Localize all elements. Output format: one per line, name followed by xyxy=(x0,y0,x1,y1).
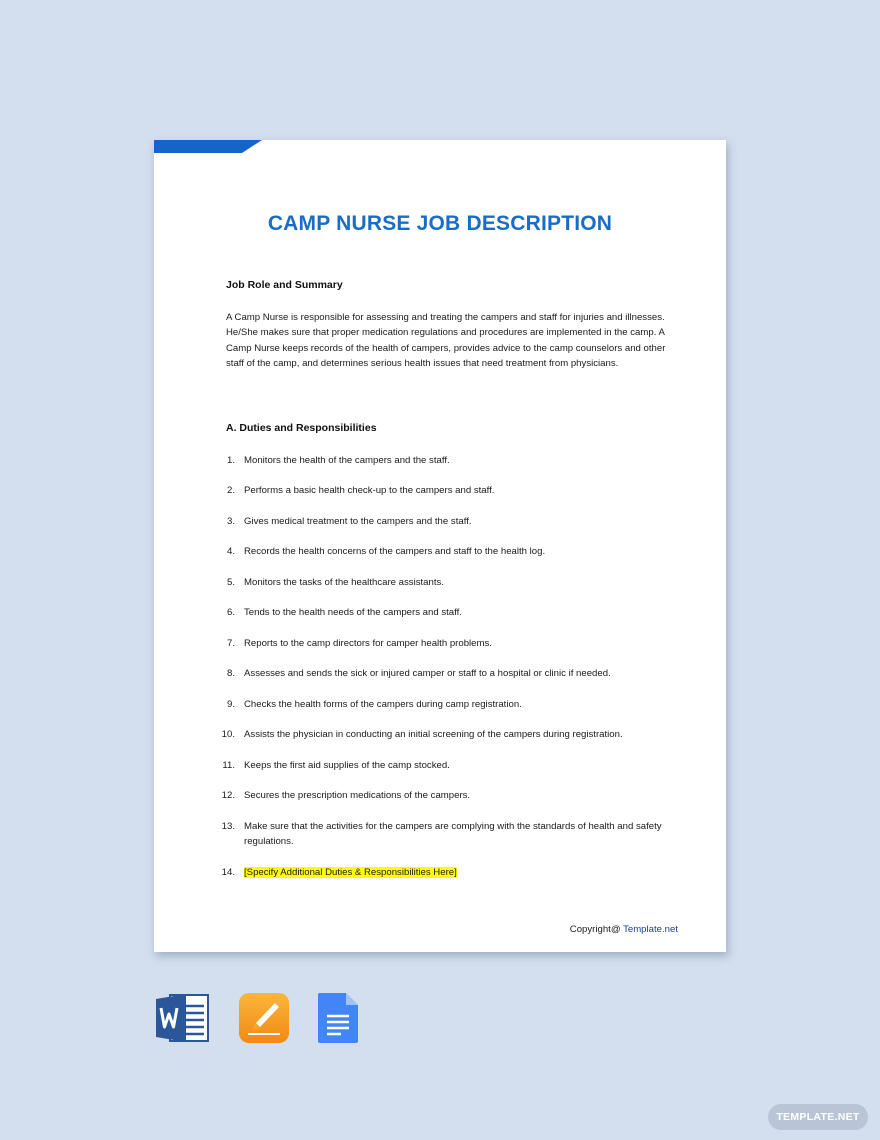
item-number: 4. xyxy=(226,546,235,557)
document-page xyxy=(154,140,726,952)
list-item xyxy=(218,605,668,620)
item-text: Gives medical treatment to the campers and the staff. xyxy=(244,516,472,527)
item-text: Records the health concerns of the campers and staff to the health log. xyxy=(244,546,546,557)
item-number: 9. xyxy=(226,699,235,710)
duties-heading: A. Duties and Responsibilities xyxy=(226,422,377,434)
item-number: 14. xyxy=(221,867,235,878)
item-number: 2. xyxy=(226,485,235,496)
item-number: 13. xyxy=(221,821,235,832)
list-item xyxy=(218,453,668,468)
list-item xyxy=(218,514,668,529)
list-item xyxy=(218,636,668,651)
copyright-notice xyxy=(570,924,678,935)
item-text: Assesses and sends the sick or injured camper or staff to a hospital or clinic if needed. xyxy=(244,668,611,679)
duties-list xyxy=(154,140,726,952)
template-net-watermark[interactable]: TEMPLATE.NET xyxy=(768,1104,868,1130)
pages-icon[interactable] xyxy=(238,992,290,1044)
item-number: 3. xyxy=(226,516,235,527)
document-title: CAMP NURSE JOB DESCRIPTION xyxy=(267,212,613,235)
item-text: Performs a basic health check-up to the campers and staff. xyxy=(244,485,495,496)
item-number: 8. xyxy=(226,668,235,679)
item-text: Keeps the first aid supplies of the camp stocked. xyxy=(244,760,450,771)
word-icon[interactable] xyxy=(154,992,212,1044)
copyright-prefix: Copyright@ xyxy=(569,924,624,935)
item-text: Tends to the health needs of the campers and staff. xyxy=(244,607,462,618)
list-item xyxy=(218,575,668,590)
list-item xyxy=(218,758,668,773)
item-number: 11. xyxy=(222,760,235,771)
item-text: Monitors the health of the campers and the staff. xyxy=(244,455,450,466)
item-text: Make sure that the activities for the campers are complying with the standards of health and safety regulations. xyxy=(244,821,662,848)
template-net-link[interactable]: Template.net xyxy=(623,924,678,935)
list-item xyxy=(218,483,668,498)
item-number: 10. xyxy=(221,729,235,740)
item-text: Checks the health forms of the campers during camp registration. xyxy=(244,699,522,710)
list-item xyxy=(218,819,668,850)
item-number: 12. xyxy=(221,790,235,801)
list-item xyxy=(218,727,668,742)
google-docs-icon[interactable] xyxy=(316,992,360,1044)
placeholder-highlight: [Specify Additional Duties & Responsibilities Here] xyxy=(244,867,457,878)
item-text: Monitors the tasks of the healthcare assistants. xyxy=(244,577,444,588)
item-text: Assists the physician in conducting an initial screening of the campers during registration. xyxy=(244,729,623,740)
summary-paragraph: A Camp Nurse is responsible for assessing and treating the campers and staff for injuries and illnesses. He/She makes sure that proper medication regulations and procedures are implemented in the camp. A Camp Nurse keeps records of the health of campers, provides advice to the camp counselors and other staff of the camp, and determines serious health issues that need treatment from physicians. xyxy=(226,312,666,370)
item-number: 6. xyxy=(226,607,235,618)
item-number: 7. xyxy=(226,638,235,649)
list-item xyxy=(218,544,668,559)
item-text: Secures the prescription medications of the campers. xyxy=(244,790,471,801)
summary-heading: Job Role and Summary xyxy=(226,279,343,291)
list-item xyxy=(218,788,668,803)
list-item xyxy=(218,865,668,880)
list-item xyxy=(218,697,668,712)
item-number: 5. xyxy=(226,577,235,588)
list-item xyxy=(218,666,668,681)
item-text: Reports to the camp directors for camper health problems. xyxy=(244,638,492,649)
item-number: 1. xyxy=(226,455,235,466)
